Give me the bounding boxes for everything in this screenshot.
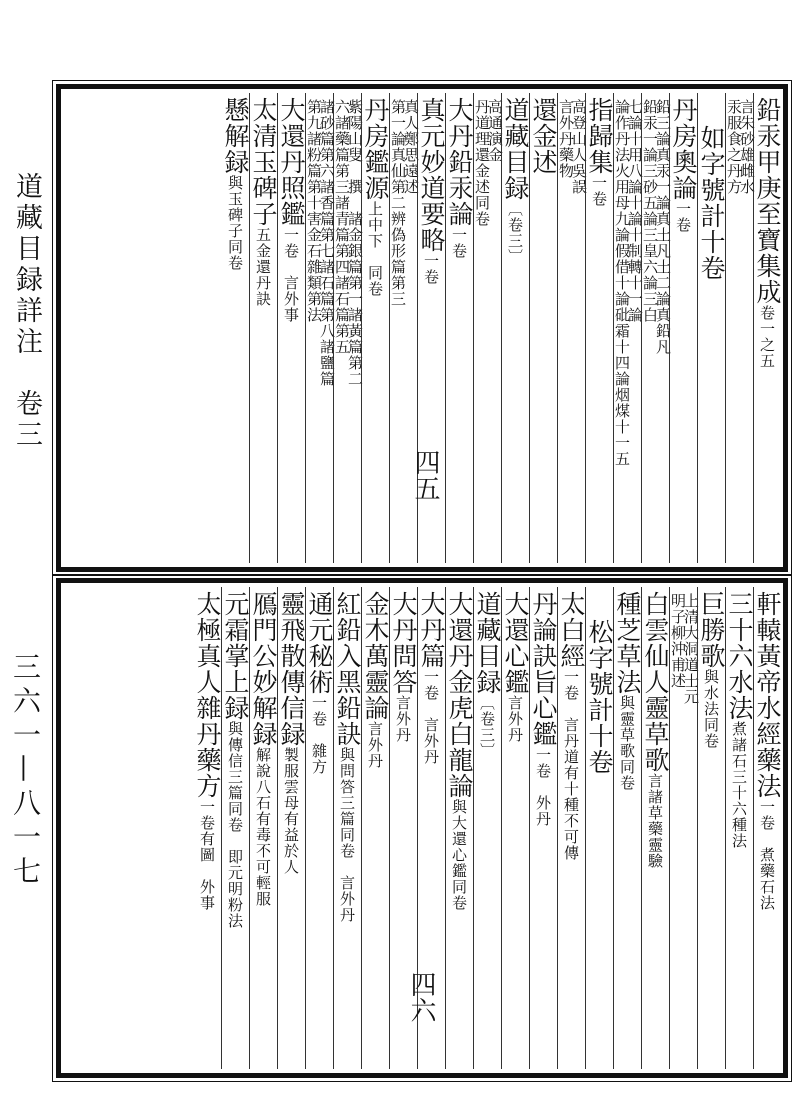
page-mark-upper: 四五 — [410, 449, 440, 501]
column-annotation: 丹道理還金述同卷 — [473, 99, 491, 227]
column-heading — [557, 587, 585, 1069]
column-title: 道藏目録 — [473, 591, 502, 695]
column-annotation: 紫陽山叟 撰 諸金銀篇第一諸黃篇第二 — [346, 99, 364, 387]
column-note: 一卷 — [674, 201, 692, 233]
text-column — [305, 587, 333, 1069]
column-annotation: 七論十用八論十論十制轉十一論 — [626, 99, 644, 323]
column-note: 一卷 — [422, 253, 440, 285]
column-title: 鉛汞甲庚至寶集成 — [753, 97, 782, 305]
column-annotation: 第一論真仙第二辨偽形篇第三 — [389, 99, 407, 307]
column-title: 太清玉碑子 — [249, 97, 278, 227]
column-heading — [697, 587, 725, 1069]
column-title: 大丹問答 — [389, 591, 418, 695]
column-note: 與玉碑子同卷 — [226, 175, 244, 271]
text-column — [613, 587, 641, 1069]
column-title: 丹論訣旨心鑑 — [529, 591, 558, 747]
text-column — [585, 93, 613, 563]
column-note: 一卷 雜方 — [310, 695, 328, 775]
column-heading — [277, 93, 305, 563]
column-heading — [586, 587, 613, 1069]
column-annotation: 言外丹藥物 — [557, 99, 575, 179]
text-column — [753, 587, 781, 1069]
column-annotation: 明子柳沖甫述 — [669, 593, 687, 689]
text-column — [613, 93, 644, 563]
column-title: 太極真人雜丹藥方 — [193, 591, 222, 799]
column-heading — [753, 587, 781, 1069]
column-note: 與傳信三篇同卷 即元明粉法 — [226, 721, 244, 929]
column-heading — [473, 587, 501, 1069]
column-title: 大還丹照鑑 — [277, 97, 306, 227]
text-column — [473, 587, 501, 1069]
column-note: 與大還心鑑同卷 — [450, 799, 468, 911]
column-note: 一卷 外丹 — [534, 747, 552, 827]
column-heading — [193, 587, 221, 1069]
column-title: 白雲仙人靈草歌 — [641, 591, 670, 773]
lower-page-panel — [56, 578, 788, 1078]
column-title: 軒轅黃帝水經藥法 — [753, 591, 782, 799]
column-note: 言諸草藥靈驗 — [646, 773, 664, 869]
text-column — [249, 587, 277, 1069]
column-note: 煮諸石三十六種法 — [730, 721, 748, 849]
column-title: 種芝草法 — [613, 591, 642, 695]
column-heading — [641, 587, 669, 1069]
column-heading — [221, 587, 249, 1069]
column-note: 一卷有圖 外事 — [198, 799, 216, 911]
page-mark-lower: 四六 — [406, 971, 436, 1023]
column-note: 言外丹 — [394, 695, 412, 743]
column-title: 還金述 — [529, 97, 558, 175]
column-annotation: 第九諸粉篇第十害金石雜類第法 — [305, 99, 323, 323]
column-title: 巨勝歌 — [697, 591, 726, 669]
column-note: 〔卷三〕 — [478, 695, 496, 759]
text-column — [529, 93, 557, 563]
column-note: 卷一之五 — [758, 305, 776, 369]
text-column — [697, 93, 725, 563]
column-heading — [725, 587, 753, 1069]
column-annotation: 高登山人吳誤 — [570, 99, 588, 195]
text-column — [557, 93, 588, 563]
column-note: 言外丹 — [506, 695, 524, 743]
column-title: 紅鉛入黑鉛訣 — [333, 591, 362, 747]
text-column — [445, 93, 473, 563]
text-column — [501, 93, 529, 563]
column-heading — [529, 587, 557, 1069]
column-title: 太白經 — [557, 591, 586, 669]
text-column — [641, 587, 669, 1069]
text-column — [501, 587, 529, 1069]
column-title: 大丹篇 — [417, 591, 446, 669]
column-note: 解說八石有毒不可輕服 — [254, 747, 272, 907]
text-column — [641, 93, 672, 563]
column-note: 一卷 言丹道有十種不可傳 — [562, 669, 580, 861]
column-annotation: 六諸藥篇第三諸青篇第四諸石篇第五 — [333, 99, 351, 355]
column-annotation: 汞服食之丹方 — [725, 99, 743, 195]
column-heading — [361, 587, 389, 1069]
column-note: 一卷 煮藥石法 — [758, 799, 776, 911]
column-heading — [221, 93, 249, 563]
text-column — [361, 587, 389, 1069]
text-column — [669, 93, 697, 563]
column-note: 與問答三篇同卷 言外丹 — [338, 747, 356, 923]
column-note: 一卷 言外事 — [282, 227, 300, 323]
text-column — [753, 93, 781, 563]
column-title: 懸解録 — [221, 97, 250, 175]
column-note: 一卷 — [450, 227, 468, 259]
column-title: 大還心鑑 — [501, 591, 530, 695]
column-title: 大丹鉛汞論 — [445, 97, 474, 227]
column-annotation: 諸砂篇第六諸香篇第七諸石篇第八諸鹽篇 — [318, 99, 336, 387]
text-column — [305, 93, 336, 563]
column-heading — [501, 93, 529, 563]
column-title: 道藏目録 — [501, 97, 530, 201]
column-title: 指歸集 — [585, 97, 614, 175]
column-title: 金木萬靈論 — [361, 591, 390, 721]
column-annotation: 上清大洞道士元 — [682, 593, 700, 705]
column-title: 鴈門公妙解録 — [249, 591, 278, 747]
column-heading — [249, 93, 277, 563]
column-heading — [445, 93, 473, 563]
column-title: 大還丹金虎白龍論 — [445, 591, 474, 799]
text-column — [361, 93, 389, 563]
text-column — [193, 587, 221, 1069]
column-title: 通元秘術 — [305, 591, 334, 695]
text-column — [529, 587, 557, 1069]
column-title: 如字號計十卷 — [697, 125, 726, 281]
text-column — [249, 93, 277, 563]
text-column — [557, 587, 585, 1069]
column-note: 與水法同卷 — [702, 669, 720, 749]
column-note: 言外丹 — [366, 721, 384, 769]
column-annotation: 言朱砂雄雌水 — [738, 99, 756, 195]
column-heading — [249, 587, 277, 1069]
text-column — [669, 587, 700, 1069]
column-title: 靈飛散傳信録 — [277, 591, 306, 747]
column-title: 真元妙道要略 — [417, 97, 446, 253]
text-column — [585, 587, 613, 1069]
column-annotation: 高通演金 — [486, 99, 504, 163]
folio-number: 三六一—八一七 — [9, 652, 42, 890]
column-title: 元霜掌上録 — [221, 591, 250, 721]
text-column — [221, 587, 249, 1069]
text-column — [725, 587, 753, 1069]
column-annotation: 鉛三論真汞一論真土凡土二論真鉛凡 — [654, 99, 672, 355]
text-column — [221, 93, 249, 563]
column-heading — [305, 587, 333, 1069]
column-note: 上中下 同卷 — [366, 201, 384, 297]
column-heading — [277, 587, 305, 1069]
column-heading — [753, 93, 781, 563]
column-heading — [669, 93, 697, 563]
column-title: 丹房奧論 — [669, 97, 698, 201]
text-column — [333, 93, 364, 563]
column-annotation: 真人鄭思遠述 — [402, 99, 420, 195]
column-heading — [501, 587, 529, 1069]
text-column — [277, 93, 305, 563]
column-heading — [613, 587, 641, 1069]
column-title: 三十六水法 — [725, 591, 754, 721]
running-header: 道藏目録詳注 卷三 — [11, 172, 42, 451]
column-heading — [333, 587, 361, 1069]
column-title: 松字號計十卷 — [585, 619, 614, 775]
text-column — [445, 587, 473, 1069]
column-heading — [361, 93, 389, 563]
column-note: 〔卷三〕 — [506, 201, 524, 265]
text-column — [725, 93, 756, 563]
text-column — [697, 587, 725, 1069]
upper-columns — [221, 93, 781, 563]
text-column — [473, 93, 504, 563]
column-note: 與靈草歌同卷 — [618, 695, 636, 791]
lower-columns — [193, 587, 781, 1069]
column-note: 製服雲母有益於人 — [282, 747, 300, 875]
column-heading — [698, 93, 725, 563]
column-note: 一卷 言外丹 — [422, 669, 440, 765]
column-heading — [445, 587, 473, 1069]
text-column — [277, 587, 305, 1069]
column-annotation: 論作丹法火用母九論假借十論砒霜十四論烟煤十一五 — [613, 99, 631, 467]
column-title: 丹房鑑源 — [361, 97, 390, 201]
column-heading — [585, 93, 613, 563]
column-note: 一卷 — [590, 175, 608, 207]
upper-page-panel — [56, 84, 788, 572]
column-annotation: 鉛汞一論三砂五論三皇六論三白 — [641, 99, 659, 323]
column-note: 五金還丹訣 — [254, 227, 272, 307]
column-heading — [530, 93, 557, 563]
text-column — [333, 587, 361, 1069]
